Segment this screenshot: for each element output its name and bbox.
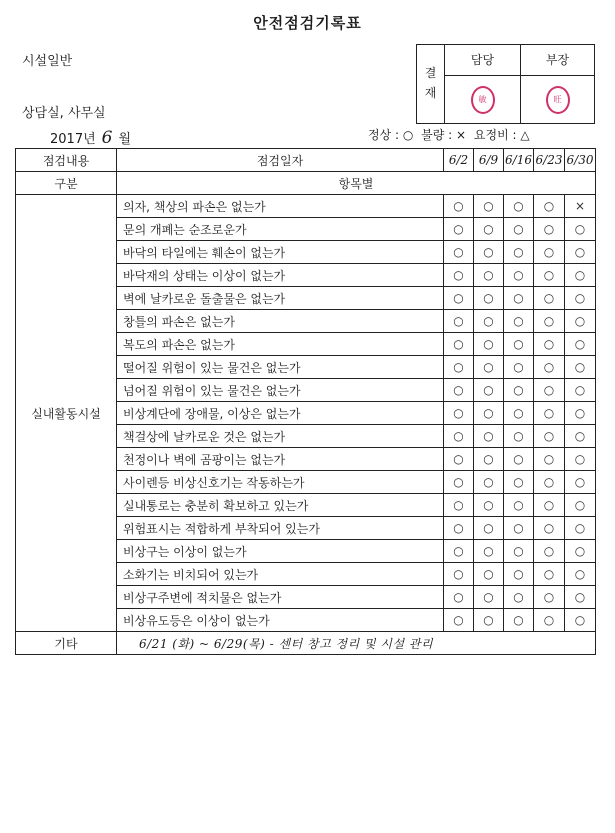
check-mark: ○ [474,517,504,540]
subheader-items: 항목별 [117,172,596,195]
check-mark: ○ [444,195,474,218]
check-mark: ○ [504,517,534,540]
inspection-table [15,148,596,655]
check-mark: ○ [474,241,504,264]
item-text: 복도의 파손은 없는가 [117,333,444,356]
check-mark: ○ [504,471,534,494]
check-mark: ○ [565,287,596,310]
check-mark: ○ [444,540,474,563]
item-text: 문의 개폐는 순조로운가 [117,218,444,241]
check-mark: ○ [565,310,596,333]
check-mark: ○ [444,494,474,517]
check-mark: ○ [504,425,534,448]
check-mark: ○ [504,448,534,471]
approval-col-manager [445,45,521,123]
year-month-line [50,128,131,148]
item-text: 위험표시는 적합하게 부착되어 있는가 [117,517,444,540]
item-text: 천정이나 벽에 곰팡이는 없는가 [117,448,444,471]
check-mark: ○ [504,402,534,425]
date-col-4: 6/23 [534,149,565,172]
legend-repair: 요정비 : △ [473,128,530,142]
check-mark: ○ [534,448,565,471]
check-mark: ○ [474,586,504,609]
check-mark: ○ [565,471,596,494]
table-header-row [16,149,596,172]
check-mark: ○ [565,264,596,287]
item-text: 비상구주변에 적치물은 없는가 [117,586,444,609]
check-mark: ○ [534,241,565,264]
legend [368,126,534,143]
check-mark: ○ [474,563,504,586]
table-subheader-row [16,172,596,195]
check-mark: ○ [534,379,565,402]
date-col-1: 6/2 [444,149,474,172]
check-mark: × [565,195,596,218]
check-mark: ○ [534,264,565,287]
check-mark: ○ [474,333,504,356]
check-mark: ○ [534,218,565,241]
check-mark: ○ [534,195,565,218]
check-mark: ○ [565,448,596,471]
check-mark: ○ [534,609,565,632]
approval-sign-director [521,76,594,123]
check-mark: ○ [444,471,474,494]
check-mark: ○ [565,517,596,540]
check-mark: ○ [504,356,534,379]
approval-label-top: 결 [424,66,437,80]
check-mark: ○ [565,356,596,379]
approval-box [416,44,595,124]
stamp-seal-icon: 旺 [546,86,570,114]
check-mark: ○ [565,586,596,609]
check-mark: ○ [504,333,534,356]
check-mark: ○ [444,356,474,379]
item-text: 벽에 날카로운 돌출물은 없는가 [117,287,444,310]
category-cell: 실내활동시설 [16,195,117,632]
check-mark: ○ [534,425,565,448]
header-date: 점검일자 [117,149,444,172]
check-mark: ○ [534,517,565,540]
check-mark: ○ [504,586,534,609]
check-mark: ○ [444,448,474,471]
check-mark: ○ [534,540,565,563]
check-mark: ○ [444,609,474,632]
check-mark: ○ [565,402,596,425]
check-mark: ○ [444,402,474,425]
approval-col-director [521,45,594,123]
check-mark: ○ [565,425,596,448]
month-label: 월 [118,132,132,147]
table-row [16,195,596,218]
check-mark: ○ [534,563,565,586]
check-mark: ○ [565,218,596,241]
check-mark: ○ [534,471,565,494]
approval-label-bottom: 재 [424,86,437,100]
check-mark: ○ [565,494,596,517]
item-text: 비상구는 이상이 없는가 [117,540,444,563]
check-mark: ○ [565,333,596,356]
stamp-seal-icon: 敏 [471,86,495,114]
check-mark: ○ [474,287,504,310]
check-mark: ○ [444,517,474,540]
item-text: 비상유도등은 이상이 없는가 [117,609,444,632]
subheader-category: 구분 [16,172,117,195]
check-mark: ○ [474,195,504,218]
approval-label [417,45,445,123]
check-mark: ○ [474,425,504,448]
check-mark: ○ [444,586,474,609]
check-mark: ○ [534,356,565,379]
check-mark: ○ [504,563,534,586]
check-mark: ○ [565,609,596,632]
item-text: 의자, 책상의 파손은 없는가 [117,195,444,218]
check-mark: ○ [474,494,504,517]
check-mark: ○ [504,494,534,517]
other-row [16,632,596,655]
check-mark: ○ [504,287,534,310]
page-title: 안전점검기록표 [253,14,362,32]
location-label: 상담실, 사무실 [22,106,106,121]
check-mark: ○ [504,241,534,264]
check-mark: ○ [534,333,565,356]
check-mark: ○ [504,264,534,287]
legend-bad: 불량 : × [421,128,467,142]
year-label: 2017년 [50,132,96,147]
item-text: 바닥재의 상태는 이상이 없는가 [117,264,444,287]
check-mark: ○ [534,586,565,609]
item-text: 사이렌등 비상신호기는 작동하는가 [117,471,444,494]
check-mark: ○ [444,264,474,287]
check-mark: ○ [474,448,504,471]
check-mark: ○ [504,540,534,563]
check-mark: ○ [504,379,534,402]
check-mark: ○ [504,218,534,241]
check-mark: ○ [504,310,534,333]
item-text: 비상계단에 장애물, 이상은 없는가 [117,402,444,425]
approval-col-manager-label: 담당 [445,45,520,76]
check-mark: ○ [474,264,504,287]
check-mark: ○ [565,379,596,402]
check-mark: ○ [444,287,474,310]
item-text: 떨어질 위험이 있는 물건은 없는가 [117,356,444,379]
other-note: 6/21 (화) ~ 6/29(목) - 센터 창고 정리 및 시설 관리 [117,632,596,655]
date-col-3: 6/16 [504,149,534,172]
check-mark: ○ [474,310,504,333]
check-mark: ○ [474,402,504,425]
approval-sign-manager [445,76,520,123]
check-mark: ○ [444,333,474,356]
check-mark: ○ [474,356,504,379]
check-mark: ○ [444,379,474,402]
check-mark: ○ [534,287,565,310]
facility-type: 시설일반 [22,54,73,69]
check-mark: ○ [534,310,565,333]
month-value: 6 [101,128,113,148]
check-mark: ○ [444,241,474,264]
item-text: 소화기는 비치되어 있는가 [117,563,444,586]
check-mark: ○ [444,563,474,586]
check-mark: ○ [474,471,504,494]
check-mark: ○ [474,609,504,632]
check-mark: ○ [444,218,474,241]
header-content: 점검내용 [16,149,117,172]
check-mark: ○ [565,540,596,563]
check-mark: ○ [444,425,474,448]
check-mark: ○ [474,540,504,563]
check-mark: ○ [474,218,504,241]
check-mark: ○ [504,609,534,632]
date-col-5: 6/30 [565,149,596,172]
date-col-2: 6/9 [474,149,504,172]
item-text: 넘어질 위험이 있는 물건은 없는가 [117,379,444,402]
check-mark: ○ [444,310,474,333]
check-mark: ○ [534,402,565,425]
check-mark: ○ [565,241,596,264]
item-text: 창틀의 파손은 없는가 [117,310,444,333]
check-mark: ○ [504,195,534,218]
approval-col-director-label: 부장 [521,45,594,76]
check-mark: ○ [474,379,504,402]
check-mark: ○ [565,563,596,586]
legend-normal: 정상 : ○ [368,128,414,142]
item-text: 책걸상에 날카로운 것은 없는가 [117,425,444,448]
item-text: 실내통로는 충분히 확보하고 있는가 [117,494,444,517]
check-mark: ○ [534,494,565,517]
item-text: 바닥의 타일에는 훼손이 없는가 [117,241,444,264]
other-label: 기타 [16,632,117,655]
